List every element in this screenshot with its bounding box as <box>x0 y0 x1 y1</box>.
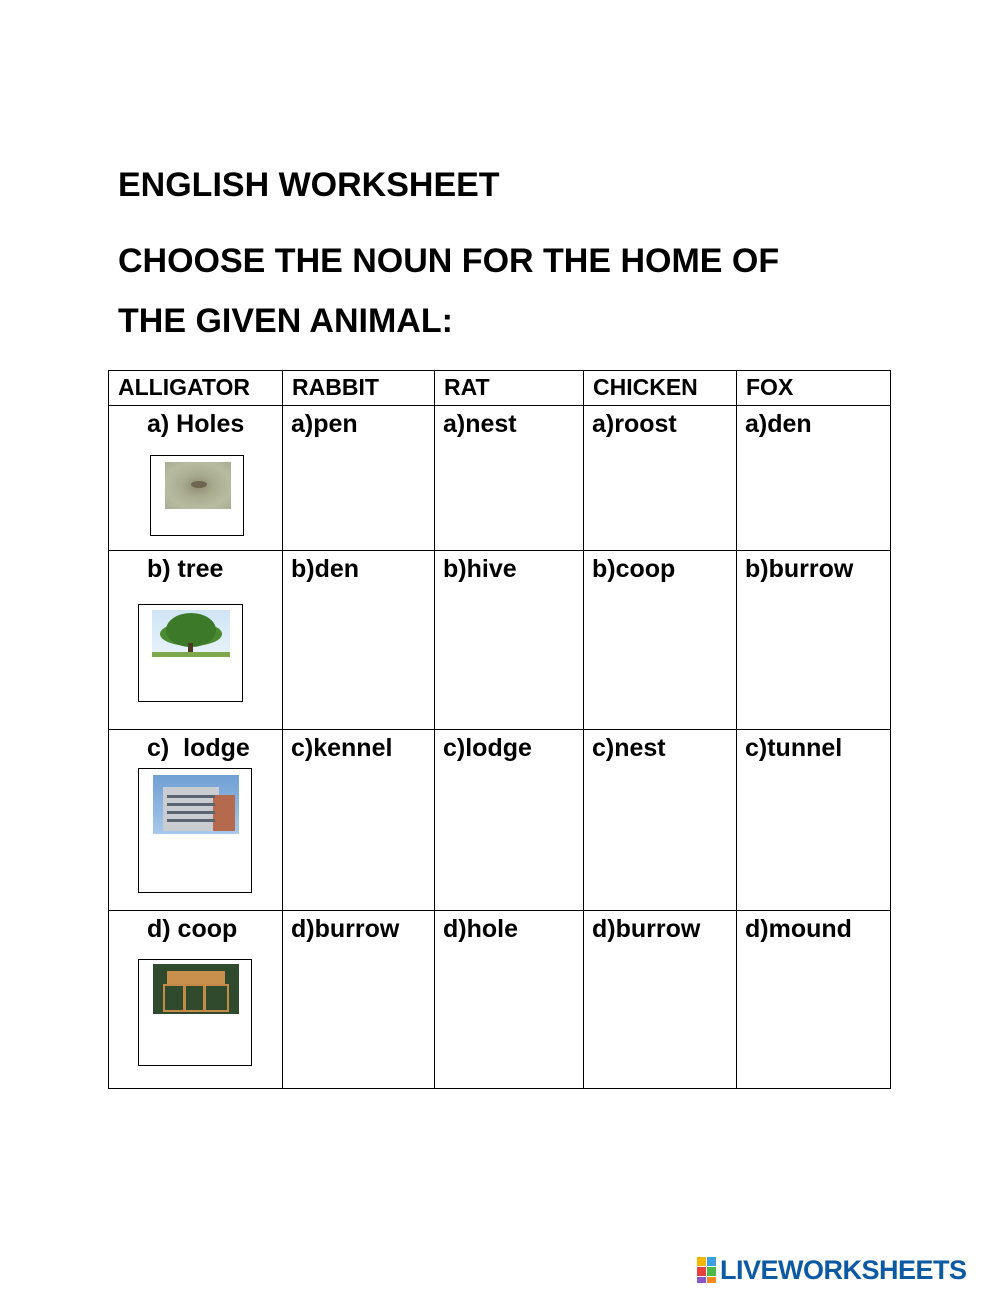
worksheet-title: ENGLISH WORKSHEET <box>118 166 500 204</box>
lodge-photo-frame <box>138 768 252 893</box>
coop-photo <box>153 964 239 1014</box>
option-label: b) tree <box>147 555 224 583</box>
chicken-option-d: d)burrow <box>584 911 737 1089</box>
option-label: d) coop <box>147 915 238 943</box>
rabbit-option-d: d)burrow <box>283 911 435 1089</box>
alligator-option-d <box>109 911 283 1089</box>
table-row <box>109 730 891 911</box>
rat-option-a: a)nest <box>435 406 584 551</box>
rabbit-option-b: b)den <box>283 551 435 730</box>
fox-option-a: a)den <box>737 406 891 551</box>
header-fox: FOX <box>737 371 891 406</box>
coop-photo-frame <box>138 959 252 1066</box>
alligator-option-b <box>109 551 283 730</box>
rat-option-c: c)lodge <box>435 730 584 911</box>
header-alligator: ALLIGATOR <box>109 371 283 406</box>
header-rabbit: RABBIT <box>283 371 435 406</box>
rabbit-option-c: c)kennel <box>283 730 435 911</box>
option-label: a) Holes <box>147 410 245 438</box>
table-row <box>109 551 891 730</box>
logo-mark-icon <box>697 1257 716 1283</box>
fox-option-b: b)burrow <box>737 551 891 730</box>
table-row <box>109 406 891 551</box>
fox-option-d: d)mound <box>737 911 891 1089</box>
holes-photo <box>165 462 231 509</box>
table-row <box>109 911 891 1089</box>
alligator-option-c <box>109 730 283 911</box>
chicken-option-c: c)nest <box>584 730 737 911</box>
fox-option-c: c)tunnel <box>737 730 891 911</box>
chicken-option-a: a)roost <box>584 406 737 551</box>
option-label: c) lodge <box>147 734 250 762</box>
liveworksheets-logo <box>697 1254 967 1286</box>
rat-option-d: d)hole <box>435 911 584 1089</box>
logo-text: LIVEWORKSHEETS <box>720 1254 967 1285</box>
rabbit-option-a: a)pen <box>283 406 435 551</box>
instruction-line-1: CHOOSE THE NOUN FOR THE HOME OF <box>118 242 780 280</box>
header-rat: RAT <box>435 371 584 406</box>
lodge-photo <box>153 775 239 834</box>
holes-photo-frame <box>150 455 244 536</box>
tree-photo-frame <box>138 604 243 702</box>
instruction-line-2: THE GIVEN ANIMAL: <box>118 302 453 340</box>
animal-homes-table <box>108 370 891 1089</box>
chicken-option-b: b)coop <box>584 551 737 730</box>
header-chicken: CHICKEN <box>584 371 737 406</box>
tree-photo <box>152 610 230 657</box>
rat-option-b: b)hive <box>435 551 584 730</box>
table-header-row <box>109 371 891 406</box>
alligator-option-a <box>109 406 283 551</box>
